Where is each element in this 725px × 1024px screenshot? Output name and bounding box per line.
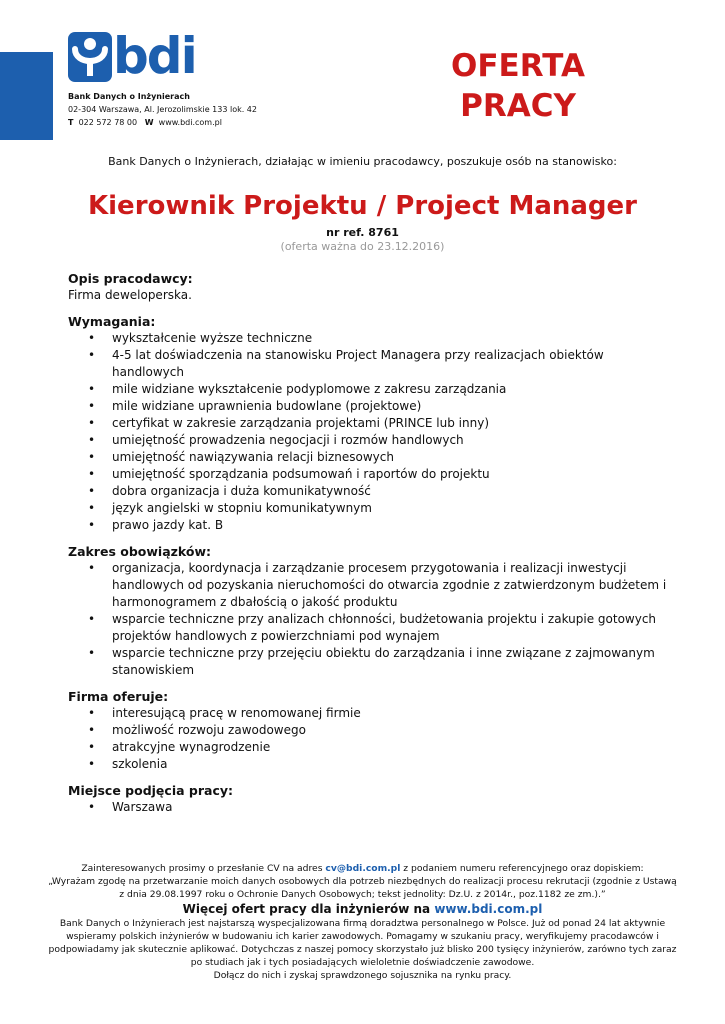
section-heading: Zakres obowiązków: [68, 544, 212, 559]
offer-content [68, 270, 668, 825]
offers-section [68, 688, 668, 773]
footer [48, 862, 677, 982]
list-item: • atrakcyjne wynagrodzenie [112, 739, 668, 756]
requirements-list [68, 330, 668, 534]
phone-label: T [68, 118, 74, 127]
location-list [68, 799, 668, 816]
company-name: Bank Danych o Inżynierach [68, 92, 190, 101]
company-info [68, 90, 257, 129]
bdi-logo-icon [68, 32, 112, 82]
more-offers-text: Więcej ofert pracy dla inżynierów na [182, 902, 435, 916]
apply-text-before: Zainteresowanych prosimy o przesłanie CV na adres [81, 863, 326, 874]
list-item: • dobra organizacja i duża komunikatywność [112, 483, 668, 500]
list-item: • umiejętność sporządzania podsumowań i raportów do projektu [112, 466, 668, 483]
section-heading: Wymagania: [68, 314, 156, 329]
apply-instructions [48, 862, 677, 875]
list-item: • prawo jazdy kat. B [112, 517, 668, 534]
list-item: • mile widziane wykształcenie podyplomowe z zakresu zarządzania [112, 381, 668, 398]
about-company: Bank Danych o Inżynierach jest najstarszą wyspecjalizowana firmą doradztwa personalnego w Polsce. Już od ponad 24 lat aktywnie wspieramy polskich inżynierów w budowaniu ich karier zawodowych. Pomagamy w szukaniu pracy, weryfikujemy pracodawców i podpowiadamy jak skutecznie aplikować. Dotychczas z naszej pomocy skorzystało już blisko 200 tysięcy inżynierów, zarówno tych zaraz po studiach jak i tych posiadających wieloletnie doświadczenie zawodowe. [48, 918, 677, 968]
list-item: • certyfikat w zakresie zarządzania projektami (PRINCE lub inny) [112, 415, 668, 432]
list-item: • wykształcenie wyższe techniczne [112, 330, 668, 347]
duties-section [68, 543, 668, 679]
join-text: Dołącz do nich i zyskaj sprawdzonego sojusznika na rynku pracy. [213, 970, 512, 981]
list-item: • umiejętność nawiązywania relacji biznesowych [112, 449, 668, 466]
website-link[interactable]: www.bdi.com.pl [434, 902, 543, 916]
offers-list [68, 705, 668, 773]
list-item: • interesującą pracę w renomowanej firmie [112, 705, 668, 722]
offer-heading [430, 46, 606, 126]
more-offers [48, 901, 677, 917]
list-item: • wsparcie techniczne przy analizach chłonności, budżetowania projektu i zakupie gotowych projektów handlowych z powierzchniami pod wynajem [112, 611, 668, 645]
intro-text: Bank Danych o Inżynierach, działając w imieniu pracodawcy, poszukuje osób na stanowisko: [108, 155, 617, 168]
offer-heading-line2: PRACY [460, 88, 576, 124]
offer-validity: (oferta ważna do 23.12.2016) [280, 240, 445, 253]
list-item: • Warszawa [112, 799, 668, 816]
email-link[interactable]: cv@bdi.com.pl [325, 863, 401, 874]
reference-number: nr ref. 8761 [326, 226, 399, 239]
consent-clause: „Wyrażam zgodę na przetwarzanie moich danych osobowych dla potrzeb niezbędnych do realizacji procesu rekrutacji (zgodnie z Ustawą z dnia 29.08.1997 roku o Ochronie Danych Osobowych; tekst jednolity: Dz.U. z 2014r., poz.1182 ze zm.).” [48, 876, 677, 900]
list-item: • język angielski w stopniu komunikatywnym [112, 500, 668, 517]
job-title: Kierownik Projektu / Project Manager [88, 191, 637, 221]
logo-wordmark: bdi [113, 27, 196, 85]
duties-list [68, 560, 668, 679]
blue-accent-bar [0, 52, 53, 140]
list-item: • organizacja, koordynacja i zarządzanie procesem przygotowania i realizacji inwestycji handlowych od pozyskania nieruchomości do otwarcia zgodnie z zatwierdzonym budżetem i harmonogramem z dbałością o jakość produktu [112, 560, 668, 611]
list-item: • wsparcie techniczne przy przejęciu obiektu do zarządzania i inne związane z zajmowanym stanowiskiem [112, 645, 668, 679]
section-heading: Opis pracodawcy: [68, 271, 193, 286]
section-heading: Miejsce podjęcia pracy: [68, 783, 233, 798]
offer-heading-line1: OFERTA [451, 48, 585, 84]
list-item: • szkolenia [112, 756, 668, 773]
employer-description: Firma deweloperska. [68, 288, 192, 302]
apply-text-after: z podaniem numeru referencyjnego oraz dopiskiem: [400, 863, 644, 874]
list-item: • możliwość rozwoju zawodowego [112, 722, 668, 739]
requirements-section [68, 313, 668, 534]
list-item: • 4-5 lat doświadczenia na stanowisku Project Managera przy realizacjach obiektów handlowych [112, 347, 668, 381]
list-item: • umiejętność prowadzenia negocjacji i rozmów handlowych [112, 432, 668, 449]
company-address: 02-304 Warszawa, Al. Jerozolimskie 133 lok. 42 [68, 105, 257, 114]
list-item: • mile widziane uprawnienia budowlane (projektowe) [112, 398, 668, 415]
employer-section [68, 270, 668, 304]
company-contact [68, 116, 257, 129]
section-heading: Firma oferuje: [68, 689, 169, 704]
company-phone: 022 572 78 00 [78, 118, 138, 127]
company-website[interactable]: www.bdi.com.pl [158, 118, 222, 127]
location-section [68, 782, 668, 816]
web-label: W [144, 118, 154, 127]
